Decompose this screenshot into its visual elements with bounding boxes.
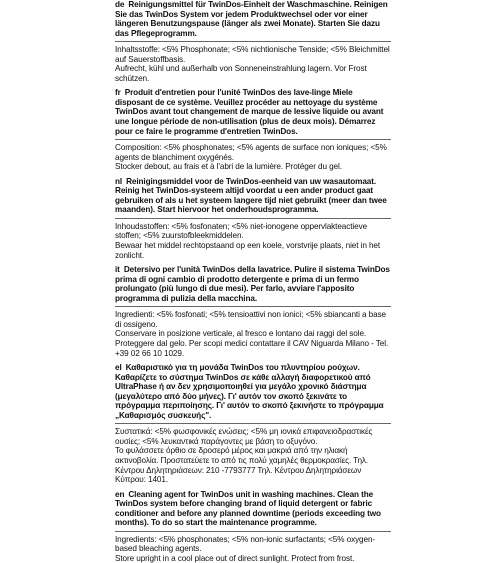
instructions-bold: Καθαριστικό για τη μονάδα TwinDos του πλυντηρίου ρούχων. Καθαρίζετε το σύστημα TwinDos σε κάθε αλλαγή διαφορετικού από UltraPhase ή αν δεν χρησιμοποιηθεί για μεγάλο χρονικό διάστημα (μεγαλύτερο από δύο μήνες). Γι' αυτόν τον σκοπό ξεκινάτε το πρόγραμμα περιποίησης. Γι' αυτόν το σκοπό ξεκινήστε το πρόγραμμα „Καθαρισμός συσκευής". [115, 363, 384, 420]
section-de [115, 0, 391, 83]
section-en [115, 490, 391, 563]
divider [115, 306, 391, 307]
product-label-text [115, 0, 391, 563]
ingredients: Ingredienti: <5% fosfonati; <5% tensioattivi non ionici; <5% sbiancanti a base di ossigeno. [115, 310, 386, 329]
instructions-bold: Cleaning agent for TwinDos unit in washing machines. Clean the TwinDos system before changing brand of liquid detergent or fabric conditioner and before any planned downtime (periods exceeding two months). To do so start the maintenance programme. [115, 489, 381, 528]
section-it [115, 265, 391, 358]
ingredients: Composition: <5% phosphonates; <5% agents de surface non ioniques; <5% agents de blanchiment oxygénés. [115, 143, 387, 162]
divider [115, 423, 391, 424]
instructions-bold: Detersivo per l'unità TwinDos della lavatrice. Pulire il sistema TwinDos prima di ogni cambio di prodotto detergente e prima di un fermo prolungato (più lungo di due mesi). Per farlo, avviare l'apposito programma di pulizia della macchina. [115, 265, 390, 303]
instructions-bold: Reinigungsmittel für TwinDos-Einheit der Waschmaschine. Reinigen Sie das TwinDos System vor jedem Produktwechsel oder vor einer längeren Benutzungspause (länger als zwei Monate). Starten Sie dazu das Pflegeprogramm. [115, 0, 388, 38]
language-code: fr [115, 88, 121, 98]
divider [115, 139, 391, 140]
ingredients: Inhaltsstoffe: <5% Phosphonate; <5% nichtionische Tenside; <5% Bleichmittel auf Sauerstoffbasis. [115, 45, 390, 64]
section-nl [115, 177, 391, 260]
divider [115, 531, 391, 532]
language-code: it [115, 265, 120, 275]
instructions-bold: Produit d'entretien pour l'unité TwinDos des lave-linge Miele disposant de ce système. Veuillez procéder au nettoyage du système TwinDos avant tout changement de marque de lessive liquide ou avant une longue période de non-utilisation (plus de deux mois). Démarrez pour ce faire le programme d'entretien TwinDos. [115, 88, 384, 136]
language-code: de [115, 0, 125, 9]
storage-note: Το φυλάσσετε όρθιο σε δροσερό μέρος και μακριά από την ηλιακή ακτινοβολία. Προστατεύετε το από τις πολύ χαμηλές θερμοκρασίες. Τηλ. Κέντρου Δηλητηριάσεων: 210 -7793777 Τηλ. Κέντρου Δηλητηριάσεων Κύπρου: 1401. [115, 446, 369, 485]
language-code: el [115, 363, 122, 373]
language-code: en [115, 489, 125, 499]
language-code: nl [115, 176, 123, 186]
ingredients: Ingredients: <5% phosphonates; <5% non-ionic surfactants; <5% oxygen-based bleaching agents. [115, 534, 376, 554]
section-fr [115, 88, 391, 171]
storage-note: Store upright in a cool place out of direct sunlight. Protect from frost. [115, 553, 355, 563]
divider [115, 41, 391, 42]
storage-note: Conservare in posizione verticale, al fresco e lontano dai raggi del sole. Proteggere dal gelo. Per scopi medici contattare il CAV Niguarda Milano - Tel. +39 02 66 10 1029. [115, 329, 389, 358]
divider [115, 218, 391, 219]
ingredients: Inhoudsstoffen: <5% fosfonaten; <5% niet-ionogene oppervlakteactieve stoffen; <5% zuurstofbleekmiddelen. [115, 221, 368, 241]
storage-note: Bewaar het middel rechtopstaand op een koele, vorstvrije plaats, niet in het zonlicht. [115, 241, 381, 260]
storage-note: Stocker debout, au frais et à l'abri de la lumière. Protéger du gel. [115, 162, 342, 172]
instructions-bold: Reinigingsmiddel voor de TwinDos-eenheid van uw wasautomaat. Reinig het TwinDos-systeem altijd voordat u een ander product gaat gebruiken of als u het systeem langere tijd niet gebruikt (meer dan twee maanden). Start hiervoor het onderhoudsprogramma. [115, 176, 387, 215]
storage-note: Aufrecht, kühl und außerhalb von Sonneneinstrahlung lagern. Vor Frost schützen. [115, 64, 367, 83]
section-el [115, 363, 391, 485]
ingredients: Συστατικά: <5% φωσφονικές ενώσεις; <5% μη ιονικά επιφανειοδραστικές ουσίες; <5% λευκαντικά παράγοντες με βάση το οξυγόνο. [115, 427, 373, 446]
